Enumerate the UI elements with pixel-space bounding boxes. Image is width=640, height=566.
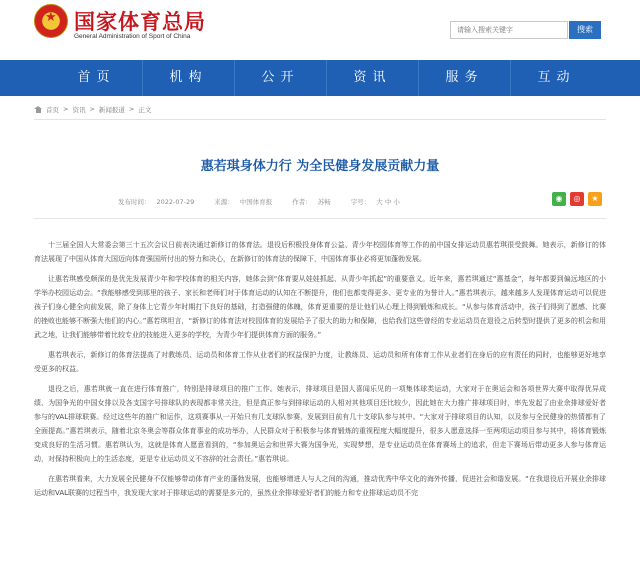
search-input[interactable] [450, 21, 568, 39]
home-icon [34, 106, 42, 113]
article-paragraph: 惠若琪表示，新修订的体育法提高了对教练员、运动员和体育工作从业者们的权益保护力度，让教练员、运动员和所有体育工作从业者们在身后的应有责任的同时，也能够更好地享受更多的权益。 [34, 351, 606, 373]
national-emblem-icon [34, 4, 68, 38]
article-paragraph: 十三届全国人大常委会第三十五次会议日前表决通过新修订的体育法。退役后积极投身体育公益、青少年校园体育等工作的前中国女排运动员惠若琪很受鼓舞。她表示，新修订的体育法展现了中国从体育大国迈向体育强国所付出的努力和决心，在新修订的体育法的保障下，中国体育事业必将更加蓬勃发展。 [34, 241, 606, 263]
breadcrumb-separator: > [63, 105, 69, 113]
article-title: 惠若琪身体力行 为全民健身发展贡献力量 [200, 159, 440, 174]
breadcrumb-reports[interactable]: 新闻报道 [98, 105, 125, 114]
article-paragraph: 让惠若琪感受颇深的是优先发展青少年和学校体育的相关内容，她体会到“体育要从娃娃抓起、从青少年抓起”的重要意义。近年来，惠若琪通过“惠基金”，每年都要到偏远地区的小学举办校园运动会。“我能够感受到那里的孩子、家长和老师们对于体育运动的认知在不断提升，他们也都变得更多、更专业的为誉计人。”惠若琪表示，越来越多人发现体育运动可以促进孩子们身心健全向前发展，除了身体上它青少年时期打下良好的基础，打造强健的体魄，体育更重要的是让他们从心理上得到锻炼和成长。“从参与体育活动中，孩子们得到了愿感、比赛的挫败也能够不断强大他们的内心。”惠若琪坦言，“新修订的体育法对校园体育的发展给予了很大的助力和保障，也给我们这些曾经的专业运动员在退役之后转型时提供了更多的机会和用武之地，让我们能够带着比较专业的技能进入更多的学校，为青少年们提供体育方面的服务。” [34, 275, 606, 339]
nav-item-public[interactable]: 公开 [261, 70, 300, 85]
author-label: 作者： [292, 198, 312, 206]
publish-time-value: 2022-07-29 [156, 198, 195, 206]
nav-item-services[interactable]: 服务 [445, 70, 484, 85]
font-size-switch [351, 197, 400, 206]
publish-time-label: 发布时间： [118, 198, 151, 206]
breadcrumb-home[interactable]: 首页 [46, 105, 59, 114]
main-nav [0, 60, 640, 96]
publish-time [118, 197, 194, 206]
breadcrumb [34, 103, 151, 115]
font-size-options[interactable]: 大 中 小 [376, 198, 400, 206]
wechat-share-icon[interactable]: ◉ [552, 192, 566, 206]
divider [34, 119, 606, 120]
qzone-share-icon[interactable]: ★ [588, 192, 602, 206]
source-label: 来源： [214, 198, 234, 206]
nav-item-institutions[interactable]: 机构 [169, 70, 208, 85]
nav-item-home[interactable]: 首页 [77, 70, 116, 85]
divider [34, 218, 606, 219]
article-body [34, 238, 606, 506]
article-paragraph: 在惠若琪看来，大力发展全民健身不仅能够带动体育产业的蓬勃发展，也能够增进人与人之间的沟通，推动优秀中华文化的海外传播，促进社会和谐发展。“在我退役后开展业余排球运动和VAL联赛的过程当中，我发现大家对于排球运动的需要是多元的，虽然业余排球爱好者们的能力和专业排球运动员不完 [34, 475, 606, 497]
nav-item-news[interactable]: 资讯 [353, 70, 392, 85]
breadcrumb-separator: > [89, 105, 95, 113]
source [214, 197, 272, 206]
share-bar [552, 192, 602, 206]
source-value: 中国体育报 [239, 198, 273, 206]
site-title[interactable]: 国家体育总局 [74, 10, 206, 34]
search-button[interactable]: 搜索 [569, 21, 601, 39]
breadcrumb-separator: > [128, 105, 135, 113]
weibo-share-icon[interactable]: ◎ [570, 192, 584, 206]
article-paragraph: 退役之后，惠若琪就一直在进行体育推广，特别是排球项目的推广工作。她表示，排球项目是国人喜闻乐见的一项集体球类运动，大家对于在奥运会和各项世界大赛中取得优异成绩、为国争光的中国女排以及各支国字号排球队的表现都非常关注，但是真正参与到排球运动的人相对其他项目还比较少，因此她在大力推广排球项目时，率先发起了由业余排球爱好者参与的VAL排球联赛。经过这些年的推广和运作，这项赛事从一开始只有几支球队参赛，发展到目前有几十支球队参与其中。“大家对于排球项目的认知，以及参与全民健身的热情都有了全面提高。”惠若琪表示，随着北京冬奥会等群众体育事业的成功举办，人民群众对于积极参与体育锻炼的重视程度大幅度提升，很多人愿意选择一至两项运动项目参与其中，将体育锻炼变成良好的生活习惯。惠若琪认为，这就是体育人愿意看到的，“参加奥运会和世界大赛为国争光，实现梦想，是专业运动员在体育赛场上的追求，但走下赛场后带动更多人参与体育运动，对保持积极向上的生活态度，更是专业运动员义不容辞的社会责任。”惠若琪说。 [34, 385, 606, 463]
nav-item-interaction[interactable]: 互动 [537, 70, 576, 85]
author-value: 苏畅 [317, 198, 331, 206]
site-header [0, 0, 640, 60]
author [292, 197, 331, 206]
font-size-label: 字号： [350, 198, 371, 206]
breadcrumb-news[interactable]: 资讯 [72, 105, 86, 114]
article-meta [118, 197, 400, 206]
site-subtitle: General Administration of Sport of China [74, 33, 191, 40]
breadcrumb-current: 正文 [138, 105, 152, 114]
